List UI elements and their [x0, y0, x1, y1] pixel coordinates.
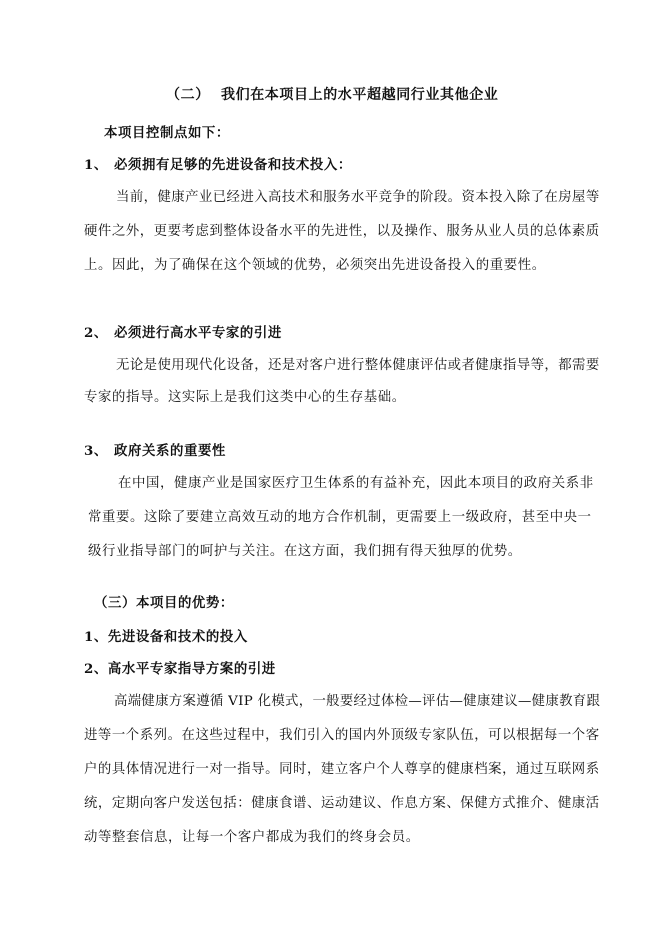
point-1-number: 1、 [84, 157, 108, 173]
section-3-line-3: 户的具体情况进行一对一指导。同时，建立客户个人尊享的健康档案，通过互联网系 [84, 762, 600, 777]
point-3-title: 政府关系的重要性 [114, 443, 226, 459]
point-3-line-2: 常重要。这除了要建立高效互动的地方合作机制，更需要上一级政府，甚至中央一 [88, 510, 592, 525]
point-1-line-2: 硬件之外，更要考虑到整体设备水平的先进性，以及操作、服务从业人员的总体素质 [84, 224, 600, 239]
point-2-number: 2、 [84, 325, 108, 341]
section-3-line-5: 动等整套信息，让每一个客户都成为我们的终身会员。 [84, 830, 420, 845]
point-1-title: 必须拥有足够的先进设备和技术投入： [114, 157, 352, 173]
point-1-line-3: 上。因此，为了确保在这个领域的优势，必须突出先进设备投入的重要性。 [84, 258, 546, 273]
point-3-line-3: 级行业指导部门的呵护与关注。在这方面，我们拥有得天独厚的优势。 [88, 544, 522, 559]
section-2-number: （二） [166, 87, 210, 103]
point-3-number: 3、 [84, 443, 108, 459]
section-3-item-2: 2、高水平专家指导方案的引进 [84, 661, 276, 677]
intro-heading: 本项目控制点如下： [104, 125, 230, 141]
point-1-line-1: 当前，健康产业已经进入高技术和服务水平竞争的阶段。资本投入除了在房屋等 [116, 190, 600, 205]
section-3-line-2: 进等一个系列。在这些过程中，我们引入的国内外顶级专家队伍，可以根据每一个客 [84, 728, 600, 743]
point-3-line-1: 在中国，健康产业是国家医疗卫生体系的有益补充，因此本项目的政府关系非 [118, 476, 594, 491]
point-2-line-2: 专家的指导。这实际上是我们这类中心的生存基础。 [84, 390, 406, 405]
point-2-title: 必须进行高水平专家的引进 [114, 325, 282, 341]
section-3-item-1: 1、先进设备和技术的投入 [84, 629, 248, 645]
section-3-line-1: 高端健康方案遵循 VIP 化模式，一般要经过体检—评估—健康建议—健康教育跟 [114, 694, 601, 709]
section-3-line-4: 统，定期向客户发送包括：健康食谱、运动建议、作息方案、保健方式推介、健康活 [84, 796, 600, 811]
section-3-title: （三）本项目的优势： [94, 595, 234, 611]
section-2-title: 我们在本项目上的水平超越同行业其他企业 [221, 87, 499, 103]
point-2-line-1: 无论是使用现代化设备，还是对客户进行整体健康评估或者健康指导等，都需要 [116, 358, 600, 373]
